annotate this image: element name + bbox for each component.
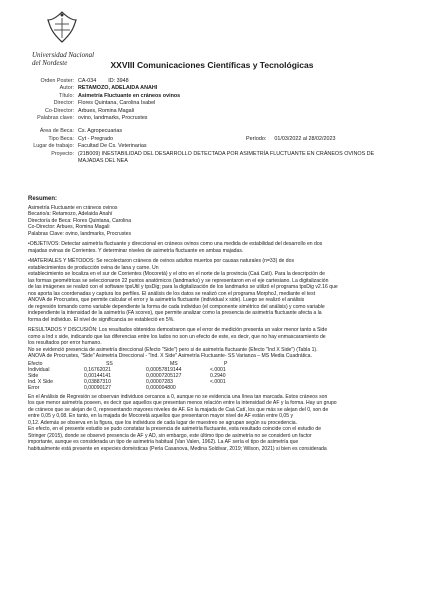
resultados-line: importante, aunque es considerada un tipo de asimetría habitual (Van Valen, 1962). La AF sería el tipo de asimetría que	[28, 439, 299, 446]
meta-label: Orden Poster:	[40, 78, 74, 84]
meta-label: Co-Director:	[44, 107, 74, 114]
materiales-line: forma del individuo. El nivel de significancia se estableció en 5%.	[28, 316, 175, 323]
resultados-paragraph	[28, 327, 400, 452]
meta-tipo-beca	[28, 136, 408, 143]
resumen-line: Co-Director: Arbues, Romina Magali	[28, 224, 110, 230]
meta-area-beca	[28, 128, 408, 135]
meta-label: Palabras clave:	[37, 115, 74, 122]
materiales-paragraph	[28, 258, 400, 323]
table-cell: 0,03887310	[84, 379, 111, 386]
meta-periodo-value: 01/03/2022 al 28/02/2023	[274, 135, 336, 142]
resultados-line: entre 0,05 y 0,08. En tanto, en la majada de Mocoretá aquellos que presentaron mayor nivel de AF están entre 0,05 y	[28, 413, 294, 420]
meta-palabras-clave	[28, 115, 408, 122]
resultados-line: No se evidenció presencia de asimetría direccional (Efecto "Side") pero si de asimetría fluctuante (Efecto "Ind X Side") (Tabla 1).	[28, 346, 318, 353]
meta-label: Lugar de trabajo:	[33, 143, 74, 150]
resultados-line: En el Análisis de Regresión se observan individuos cercanos a 0, aunque no se evidencia una línea tan marcada. Estos cráneos son	[28, 393, 328, 400]
resumen-line: Asimetría Fluctuante en cráneos ovinos	[28, 204, 118, 211]
materiales-line: de las imágenes se realizó con el software tpsUtil y tpsDig; para la digitalización de los landmarks se utilizó el programa tpsDig v2.16 que	[28, 284, 338, 290]
materiales-line: independiente la intensidad de la asimetría (FA scores), que permite analizar como la presencia de asimetría fluctuante afecta a la	[28, 310, 322, 316]
resumen-line: Palabras Clave: ovino, landmarks, Procrustes	[28, 230, 132, 237]
table-cell: <.0001	[210, 366, 226, 373]
meta-label: Tipo Beca:	[48, 135, 74, 142]
resultados-line: En efecto, en el presente estudio se pudo constatar la presencia de asimetría fluctuante, esta resultado coincide con el estudio de	[28, 426, 322, 433]
resultados-line: los que menor asimetría poseen, es decir que aquellos que presentan menos relación entre la intensidad de AF y la forma. Hay un grupo	[28, 400, 337, 407]
meta-value: Asimetría Fluctuante en cráneos ovinos	[78, 92, 181, 99]
table-row	[28, 385, 250, 391]
university-name-line-2: del Nordeste	[32, 59, 68, 67]
table-cell: 0,00057819144	[146, 366, 182, 373]
table-cell: Error	[28, 385, 40, 392]
university-name-line-1: Universidad Nacional	[32, 51, 95, 59]
materiales-line: •MATERIALES Y MÉTODOS: Se recolectaron cráneos de ovinos adultos muertos por causas naturales (n=33) de dos	[28, 258, 294, 264]
meta-proyecto	[28, 151, 408, 166]
materiales-line: de regresión tomando como variable dependiente la forma de cada individuo (el componente simétrico del análisis) y como variable	[28, 303, 325, 310]
meta-label: Título:	[59, 92, 74, 99]
meta-orden-poster	[28, 78, 408, 85]
meta-titulo	[28, 93, 408, 100]
materiales-line: ANOVA de Procrustes, que permite calcular el error y la asimetría fluctuante (individual x side). Luego se realizó el análisis	[28, 297, 305, 303]
materiales-line: establecimiento se localiza en el sur de Corrientes (Mocoretá) y el otro en el norte de la provincia (Caá Catí). Para la descripción de	[28, 271, 325, 277]
meta-periodo-label: Período:	[246, 135, 267, 142]
meta-label: Proyecto:	[51, 150, 74, 157]
meta-id-value: ID: 3948	[108, 78, 129, 84]
table-header-cell: SS	[106, 360, 113, 367]
objetivos-paragraph	[28, 241, 400, 254]
meta-value: CA-034	[78, 78, 97, 84]
resultados-line: 0,12. Además se observa en la figura, que los individuos de cada lugar de muestreo se agrupan según su procedencia.	[28, 419, 298, 426]
resumen-block	[28, 205, 400, 238]
materiales-line: establecimientos de producción ovina de lana y carne. Un	[28, 264, 159, 271]
resumen-line: Director/a de Beca: Flores Quintana, Carolina	[28, 217, 132, 224]
meta-value: Arbues, Romina Magali	[78, 107, 135, 114]
conference-title: XXVIII Comunicaciones Científicas y Tecnológicas	[110, 60, 314, 70]
objetivos-line: majadas ovinas de Corrientes. Y determinar niveles de asimetría fluctuante en ambas majadas.	[28, 247, 244, 254]
resultados-line: habitualmente está presente en especies domésticas (Perla Casanova, Medina Soldivar, 2019; Wilson, 2021) si bien es considerada	[28, 445, 327, 452]
table-header-cell: P	[224, 360, 228, 367]
resultados-line: ANOVA de Procrustes, "Side" Asimetría Direccional - "Ind. X Side" Asimetría Fluctuante- SS Varianza – MS Media Cuadrática.	[28, 353, 312, 359]
meta-codirector	[28, 108, 408, 115]
table-cell: 0,16762021	[84, 366, 111, 373]
table-cell: 0.2940	[210, 372, 226, 379]
meta-label: Director:	[53, 100, 74, 107]
materiales-line: nos aporta las coordenadas y captura los perfiles. El análisis de los datos se realizó con el programa MorphoJ, mediante el test	[28, 290, 316, 297]
table-cell: Ind. X Side	[28, 379, 53, 386]
meta-value: (21B009) INESTABILIDAD DEL DESARROLLO DETECTADA POR ASIMETRÍA FLUCTUANTE EN CRÁNEOS OVINOS DE MAJADAS DEL NEA	[78, 150, 375, 165]
resumen-heading: Resumen:	[28, 196, 58, 202]
resultados-line: Stringer (2015), donde se observó presencia de AF y AD, sin embargo, este último tipo de asimetría no se consideró un factor	[28, 432, 312, 439]
university-logo-icon	[42, 10, 82, 44]
table-cell: Individual	[28, 366, 50, 373]
table-cell: Side	[28, 372, 39, 379]
resumen-line: Becario/a: Retamozo, Adelaida Anahí	[28, 211, 113, 217]
meta-value: Flores Quintana, Carolina Isabel	[78, 100, 156, 107]
table-header-cell: Efecto	[28, 360, 43, 367]
metadata-block	[28, 78, 408, 165]
objetivos-line: •OBJETIVOS: Detectar asimetría fluctuante y direccional en cráneos ovinos como una medida de estabilidad del desarrollo en dos	[28, 241, 323, 247]
meta-label: Área de Beca:	[39, 128, 74, 135]
meta-director	[28, 100, 408, 107]
resultados-line: los resultados por error humano.	[28, 340, 102, 346]
table-cell: 0,000004800	[146, 385, 176, 392]
table-cell	[210, 385, 250, 391]
meta-value: ovino, landmarks, Procrustes	[78, 115, 148, 122]
meta-value: Cs. Agropecuarias	[78, 128, 123, 135]
table-cell: 0,00007283	[146, 379, 173, 386]
meta-value: RETAMOZO, ADELAIDA ANAHI	[78, 85, 158, 92]
resultados-line: RESULTADOS Y DISCUSIÓN: Los resultados obtenidos demostraron que el error de medición presenta un valor menor tanto a Side	[28, 327, 328, 333]
table-cell: 0,00007205127	[146, 372, 182, 379]
abstract-body	[28, 196, 400, 456]
table-cell: 0,00144141	[84, 372, 111, 379]
university-header	[32, 10, 152, 67]
resultados-line: de cráneos que se alejan de 0, representando mayores niveles de AF. En la majada de Caá Catí, los que más se alejan del 0, son de	[28, 406, 329, 413]
meta-autor	[28, 85, 408, 92]
meta-lugar-trabajo	[28, 143, 408, 150]
anova-table	[28, 361, 250, 392]
materiales-line: las formas geométricas se seleccionaron 22 puntos anatómicos (landmarks) y se representaron en el eje cartesiano. La digitalización	[28, 277, 329, 284]
table-cell: <.0001	[210, 379, 226, 386]
meta-label: Autor:	[59, 85, 74, 92]
meta-value: Cyt - Pregrado	[78, 135, 114, 142]
table-header-cell: MS	[170, 360, 178, 367]
table-cell: 0,00090127	[84, 385, 111, 392]
meta-value: Facultad De Cs. Veterinarias	[78, 143, 147, 150]
resultados-line: como a Ind x side, indicando que las diferencias entre los lados no son un efecto de este, es decir, que no hay enmascaramiento de	[28, 333, 326, 340]
